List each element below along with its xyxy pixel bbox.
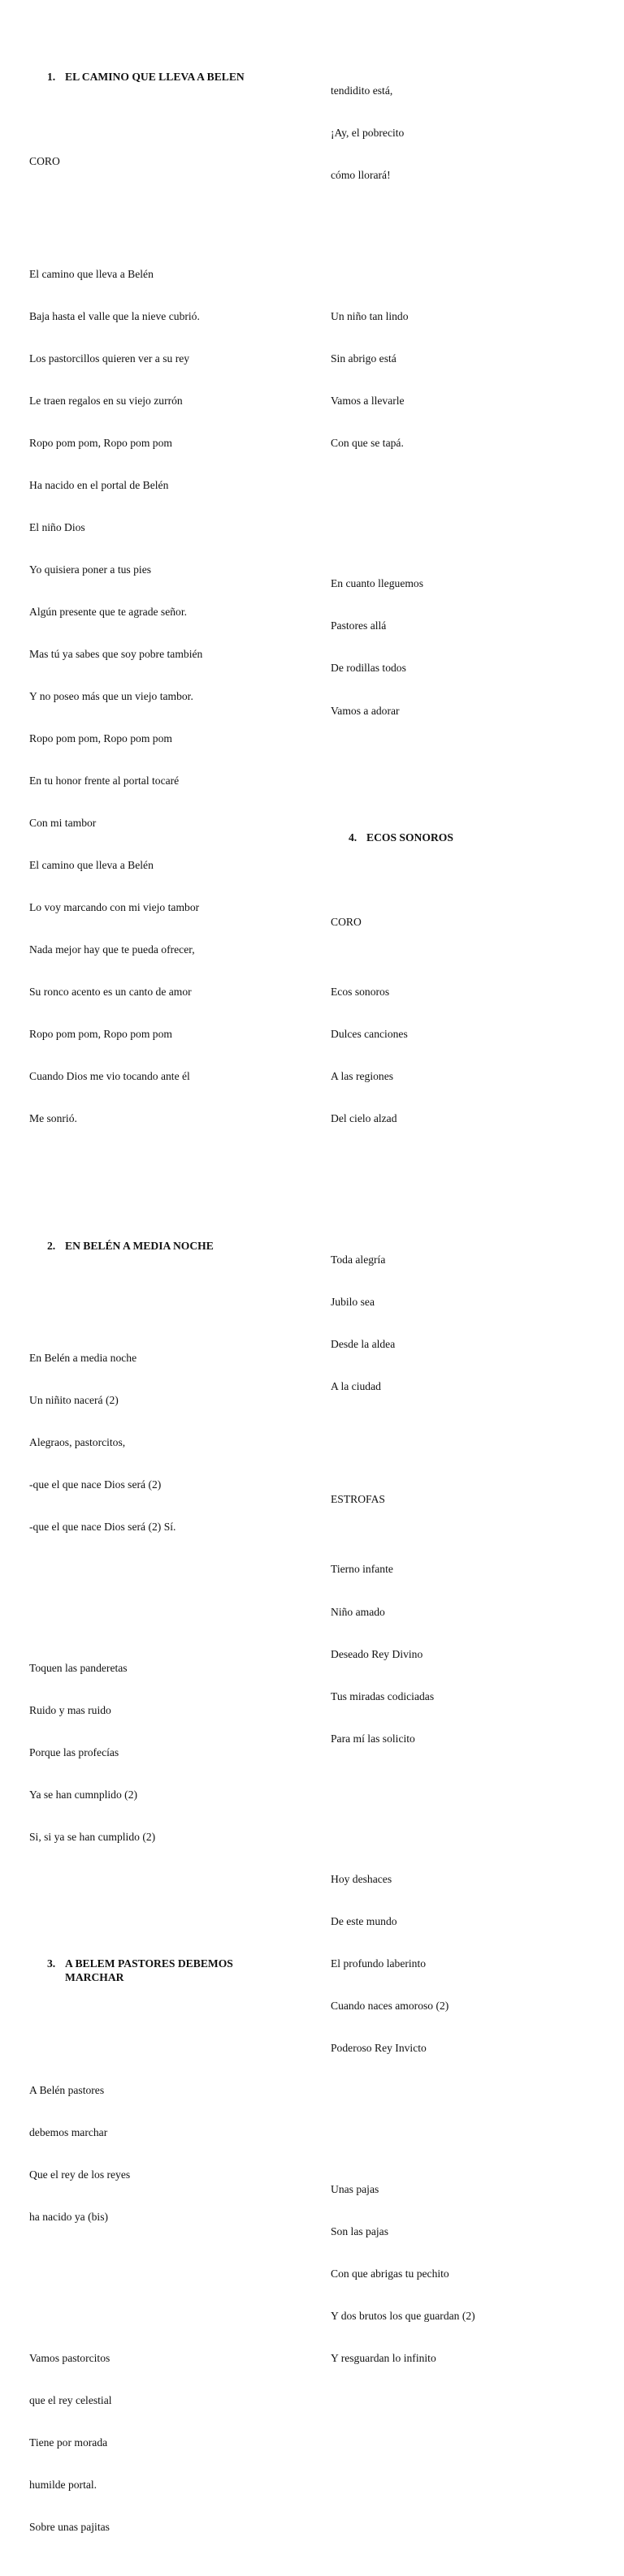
lyric-line: Jubilo sea xyxy=(331,1295,375,1308)
song-1-number: 1. xyxy=(47,71,56,84)
lyric-line: Que el rey de los reyes xyxy=(29,2168,131,2181)
lyric-line: Su ronco acento es un canto de amor xyxy=(29,986,192,999)
lyric-line: Ruido y mas ruido xyxy=(29,1703,111,1716)
lyric-line: Tierno infante xyxy=(331,1563,393,1576)
lyric-line: Porque las profecías xyxy=(29,1745,119,1758)
song-3-stanza-3 xyxy=(331,281,607,478)
lyric-line: En cuanto lleguemos xyxy=(331,577,424,590)
lyric-line: Algún presente que te agrade señor. xyxy=(29,606,188,619)
song-3-number: 3. xyxy=(47,1957,56,1970)
lyric-line: A la ciudad xyxy=(331,1380,381,1392)
lyric-line: -que el que nace Dios será (2) Sí. xyxy=(29,1521,176,1534)
lyric-line: Lo voy marcando con mi viejo tambor xyxy=(29,901,200,914)
lyric-line: A las regiones xyxy=(331,1070,394,1083)
song-3-stanza-1 xyxy=(29,2056,306,2253)
lyric-line: Pastores allá xyxy=(331,619,387,632)
song-2-stanza-2 xyxy=(29,1633,306,1872)
lyric-line: Un niñito nacerá (2) xyxy=(29,1394,119,1407)
song-4-title: ECOS SONOROS xyxy=(366,831,453,844)
lyric-line: Deseado Rey Divino xyxy=(331,1647,423,1660)
song-4-coro-label: CORO xyxy=(331,915,362,928)
song-1-lyrics xyxy=(29,239,306,1154)
song-3-heading xyxy=(29,1957,306,1985)
song-4-number: 4. xyxy=(349,831,358,844)
lyric-line: En tu honor frente al portal tocaré xyxy=(29,775,180,787)
lyric-line: Son las pajas xyxy=(331,2224,388,2237)
right-column xyxy=(331,28,607,2407)
lyric-line: El camino que lleva a Belén xyxy=(29,859,154,872)
lyric-line: Ya se han cumnplido (2) xyxy=(29,1788,138,1801)
song-4-coro-2 xyxy=(331,1224,607,1422)
lyric-line: Vamos pastorcitos xyxy=(29,2351,110,2364)
lyric-line: Los pastorcillos quieren ver a su rey xyxy=(29,352,190,365)
lyric-line: Cuando naces amoroso (2) xyxy=(331,2000,449,2013)
lyric-line: Con que se tapá. xyxy=(331,436,404,449)
song-2-heading xyxy=(29,1239,306,1253)
lyric-line: Ropo pom pom, Ropo pom pom xyxy=(29,732,172,745)
lyric-line: Sin abrigo está xyxy=(331,352,396,365)
lyric-line: Cuando Dios me vio tocando ante él xyxy=(29,1070,190,1083)
lyric-line: tendidito está, xyxy=(331,84,393,97)
lyric-line: Un niño tan lindo xyxy=(331,309,409,322)
song-2-title: EN BELÉN A MEDIA NOCHE xyxy=(65,1239,214,1252)
left-column xyxy=(29,28,306,2576)
lyric-line: El camino que lleva a Belén xyxy=(29,267,154,280)
lyric-line: Alegraos, pastorcitos, xyxy=(29,1436,126,1449)
lyric-line: Toda alegría xyxy=(331,1253,386,1266)
lyric-line: Desde la aldea xyxy=(331,1337,396,1350)
lyric-line: Y resguardan lo infinito xyxy=(331,2351,436,2364)
lyric-line: Me sonrió. xyxy=(29,1112,77,1125)
lyric-line: Sobre unas pajitas xyxy=(29,2520,110,2533)
lyric-line: ha nacido ya (bis) xyxy=(29,2211,109,2224)
lyric-line: Con mi tambor xyxy=(29,817,97,830)
lyric-line: que el rey celestial xyxy=(29,2393,112,2406)
lyric-line: Niño amado xyxy=(331,1605,385,1618)
lyric-line: De este mundo xyxy=(331,1915,397,1928)
lyric-line: Si, si ya se han cumplido (2) xyxy=(29,1831,156,1843)
lyric-line: El profundo laberinto xyxy=(331,1957,427,1970)
lyric-line: cómo llorará! xyxy=(331,169,391,182)
song-3-stanza-2-part-b xyxy=(331,56,607,211)
song-3-stanza-4 xyxy=(331,549,607,746)
lyric-line: Hoy deshaces xyxy=(331,1873,392,1886)
lyric-line: Tus miradas codiciadas xyxy=(331,1689,435,1702)
song-4-estrofa-3 xyxy=(331,2154,607,2393)
song-3-title: A BELEM PASTORES DEBEMOS MARCHAR xyxy=(65,1957,233,1984)
song-4-estrofas-label: ESTROFAS xyxy=(331,1492,385,1505)
lyric-line: Le traen regalos en su viejo zurrón xyxy=(29,394,183,407)
lyric-line: Poderoso Rey Invicto xyxy=(331,2042,427,2055)
song-4-heading xyxy=(331,831,607,844)
lyric-line: Yo quisiera poner a tus pies xyxy=(29,563,152,576)
lyric-line: Ropo pom pom, Ropo pom pom xyxy=(29,436,172,449)
song-4-estrofa-1 xyxy=(331,1534,607,1774)
song-1-title: EL CAMINO QUE LLEVA A BELEN xyxy=(65,71,245,84)
lyric-line: humilde portal. xyxy=(29,2478,98,2491)
lyric-line: Vamos a adorar xyxy=(331,704,400,717)
song-1-coro-label: CORO xyxy=(29,155,60,168)
lyric-line: En Belén a media noche xyxy=(29,1352,137,1365)
lyric-line: Y dos brutos los que guardan (2) xyxy=(331,2309,475,2322)
lyric-line: El niño Dios xyxy=(29,521,85,534)
lyric-line: Vamos a llevarle xyxy=(331,394,405,407)
lyric-line: Con que abrigas tu pechito xyxy=(331,2267,449,2280)
lyric-line: ¡Ay, el pobrecito xyxy=(331,127,405,140)
lyric-line: -que el que nace Dios será (2) xyxy=(29,1478,162,1491)
lyric-line: Unas pajas xyxy=(331,2182,379,2195)
lyric-line: Baja hasta el valle que la nieve cubrió. xyxy=(29,309,200,322)
lyric-line: Ha nacido en el portal de Belén xyxy=(29,479,169,491)
lyric-line: Tiene por morada xyxy=(29,2436,108,2449)
lyric-line: A Belén pastores xyxy=(29,2084,105,2097)
lyric-line: Del cielo alzad xyxy=(331,1112,397,1125)
lyric-line: Toquen las panderetas xyxy=(29,1661,128,1674)
lyric-line: debemos marchar xyxy=(29,2126,108,2139)
song-2-number: 2. xyxy=(47,1239,56,1252)
lyric-line: Para mí las solicito xyxy=(331,1732,415,1745)
lyric-line: Ecos sonoros xyxy=(331,986,390,999)
lyric-line: Dulces canciones xyxy=(331,1028,408,1041)
song-4-estrofa-2 xyxy=(331,1844,607,2083)
lyric-line: De rodillas todos xyxy=(331,662,406,675)
song-1-heading xyxy=(29,70,306,84)
song-2-stanza-1 xyxy=(29,1323,306,1563)
lyric-line: Nada mejor hay que te pueda ofrecer, xyxy=(29,943,195,956)
lyric-line: Mas tú ya sabes que soy pobre también xyxy=(29,648,203,661)
lyric-line: Ropo pom pom, Ropo pom pom xyxy=(29,1028,172,1041)
song-3-stanza-2-part-a xyxy=(29,2323,306,2562)
lyric-line: Y no poseo más que un viejo tambor. xyxy=(29,690,193,703)
song-4-coro-1 xyxy=(331,957,607,1154)
